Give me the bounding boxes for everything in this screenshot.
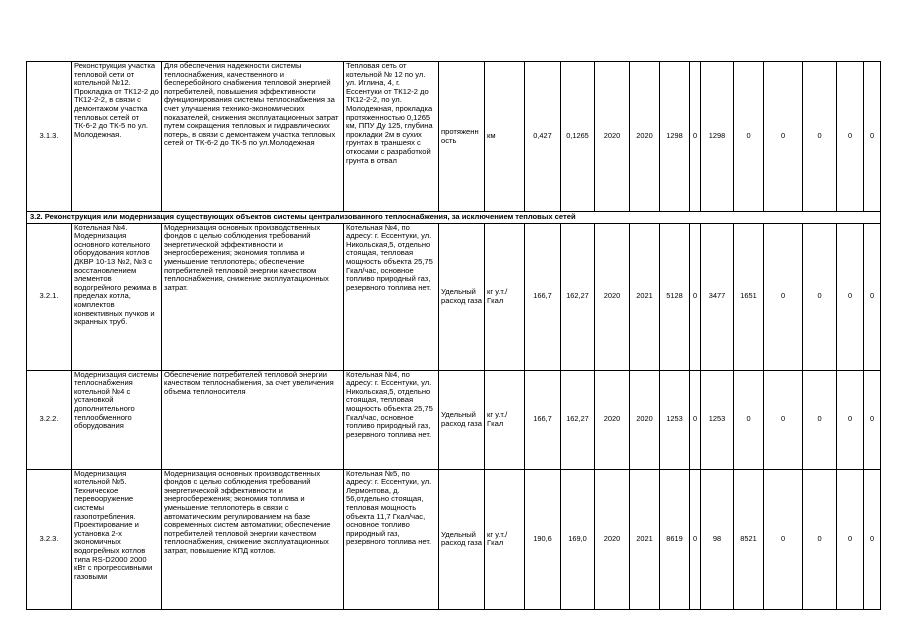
cost-col-6: 0: [837, 62, 864, 212]
cost-col-3: 0: [734, 370, 764, 469]
indicator-unit: кг у.т./Гкал: [485, 223, 525, 370]
value-after: 0,1265: [561, 62, 595, 212]
row-number: 3.2.3.: [27, 469, 72, 609]
project-name: Котельная №4. Модернизация основного котельного оборудования котлов ДКВР 10-13 №2, №3 с восстановлением элементов водогрейного режима в пределах котла, комплектов конвективных пучков и экранных труб.: [72, 223, 162, 370]
table-row: [27, 223, 881, 370]
project-name: Модернизация котельной №5. Техническое перевооружение системы газопотребления. Проектирование и установка 2-х экономичных водогрейных котлов типа RS-D2000 2000 кВт с прогрессивными газовыми: [72, 469, 162, 609]
cost-col-5: 0: [803, 469, 837, 609]
object-description: Котельная №4, по адресу: г. Ессентуки, ул. Никольская,5, отдельно стоящая, тепловая мощность объекта 25,75 Гкал/час, основное топливо природный газ, резервного топлива нет.: [344, 223, 439, 370]
row-number: 3.2.1.: [27, 223, 72, 370]
cost-col-6: 0: [837, 223, 864, 370]
investment-table: [26, 61, 881, 610]
cost-col-1: 0: [690, 370, 701, 469]
start-year: 2020: [595, 223, 630, 370]
project-purpose: Модернизация основных производственных фондов с целью соблюдения требований энергетической эффективности и энергосбережения; экономия топлива и уменьшение теплопотерь; обеспечение потребителей тепловой энергии качеством теплоснабжения, снижение эксплуатационных затрат.: [162, 223, 344, 370]
cost-col-7: 0: [864, 223, 881, 370]
total-cost: 1253: [660, 370, 690, 469]
project-purpose: Модернизация основных производственных фондов с целью соблюдения требований энергетической эффективности и энергосбережения; экономия топлива и уменьшение теплопотерь в связи с автоматическим регулированием на базе современных систем автоматики; обеспечение потребителей тепловой энергии качеством теплоснабжения, снижение эксплуатационных затрат, повышение КПД котлов.: [162, 469, 344, 609]
cost-col-1: 0: [690, 62, 701, 212]
cost-col-6: 0: [837, 469, 864, 609]
value-before: 0,427: [525, 62, 561, 212]
project-name: Реконструкция участка тепловой сети от котельной №12. Прокладка от ТК12-2 до ТК12-2-2, в связи с демонтажом участка тепловых сетей от ТК-6-2 до ТК-5 по ул. Молодежная.: [72, 62, 162, 212]
indicator-name: протяженн ость: [439, 62, 485, 212]
indicator-unit: кг у.т./Гкал: [485, 469, 525, 609]
row-number: 3.1.3.: [27, 62, 72, 212]
cost-col-5: 0: [803, 62, 837, 212]
project-purpose: Для обеспечения надежности системы теплоснабжения, качественного и бесперебойного снабжения тепловой энергией потребителей, повышения эффективности функционирования системы теплоснабжения за счет улучшения технико-экономических показателей, снижения эксплуатационных затрат путем сокращения тепловых и гидравлических потерь, в связи с демонтажем участка тепловых сетей от ТК-6-2 до ТК-5 по ул.Молодежная: [162, 62, 344, 212]
value-before: 166,7: [525, 370, 561, 469]
end-year: 2020: [630, 370, 660, 469]
cost-col-2: 1298: [701, 62, 734, 212]
indicator-name: Удельный расход газа: [439, 223, 485, 370]
cost-col-2: 1253: [701, 370, 734, 469]
cost-col-1: 0: [690, 469, 701, 609]
cost-col-7: 0: [864, 62, 881, 212]
section-header: 3.2. Реконструкция или модернизация существующих объектов системы централизованного теплоснабжения, за исключением тепловых сетей: [27, 212, 881, 224]
cost-col-2: 3477: [701, 223, 734, 370]
cost-col-4: 0: [764, 370, 803, 469]
indicator-unit: кг у.т./Гкал: [485, 370, 525, 469]
cost-col-4: 0: [764, 62, 803, 212]
section-header-row: [27, 212, 881, 224]
cost-col-5: 0: [803, 223, 837, 370]
end-year: 2020: [630, 62, 660, 212]
end-year: 2021: [630, 469, 660, 609]
project-name: Модернизация системы теплоснабжения котельной №4 с установкой дополнительного теплообменного оборудования: [72, 370, 162, 469]
object-description: Тепловая сеть от котельной № 12 по ул. ул. Иглина, 4, г. Ессентуки от ТК12-2 до ТК12-2-2, по ул. Молодежная, прокладка протяженностью 0,1265 км, ППУ Ду 125, глубина прокладки 2м в сухих грунтах в траншеях с откосами с разработкой грунта в отвал: [344, 62, 439, 212]
row-number: 3.2.2.: [27, 370, 72, 469]
table-row: [27, 62, 881, 212]
cost-col-3: 1651: [734, 223, 764, 370]
value-before: 190,6: [525, 469, 561, 609]
cost-col-5: 0: [803, 370, 837, 469]
indicator-unit: км: [485, 62, 525, 212]
cost-col-3: 8521: [734, 469, 764, 609]
start-year: 2020: [595, 62, 630, 212]
start-year: 2020: [595, 469, 630, 609]
total-cost: 1298: [660, 62, 690, 212]
value-after: 162,27: [561, 223, 595, 370]
cost-col-7: 0: [864, 370, 881, 469]
table-row: [27, 469, 881, 609]
indicator-name: Удельный расход газа: [439, 370, 485, 469]
cost-col-2: 98: [701, 469, 734, 609]
cost-col-6: 0: [837, 370, 864, 469]
total-cost: 8619: [660, 469, 690, 609]
value-after: 169,0: [561, 469, 595, 609]
total-cost: 5128: [660, 223, 690, 370]
table-row: [27, 370, 881, 469]
object-description: Котельная №4, по адресу: г. Ессентуки, ул. Никольская,5, отдельно стоящая, тепловая мощность объекта 25,75 Гкал/час, основное топливо природный газ, резервного топлива нет.: [344, 370, 439, 469]
value-before: 166,7: [525, 223, 561, 370]
cost-col-4: 0: [764, 223, 803, 370]
cost-col-4: 0: [764, 469, 803, 609]
object-description: Котельная №5, по адресу: г. Ессентуки, ул. Лермонтова, д. 56,отдельно стоящая, тепловая мощность объекта 11,7 Гкал/час, основное топливо природный газ, резервного топлива нет.: [344, 469, 439, 609]
cost-col-7: 0: [864, 469, 881, 609]
end-year: 2021: [630, 223, 660, 370]
value-after: 162,27: [561, 370, 595, 469]
cost-col-3: 0: [734, 62, 764, 212]
start-year: 2020: [595, 370, 630, 469]
project-purpose: Обеспечение потребителей тепловой энергии качеством теплоснабжения, за счет увеличения объема теплоносителя: [162, 370, 344, 469]
indicator-name: Удельный расход газа: [439, 469, 485, 609]
cost-col-1: 0: [690, 223, 701, 370]
